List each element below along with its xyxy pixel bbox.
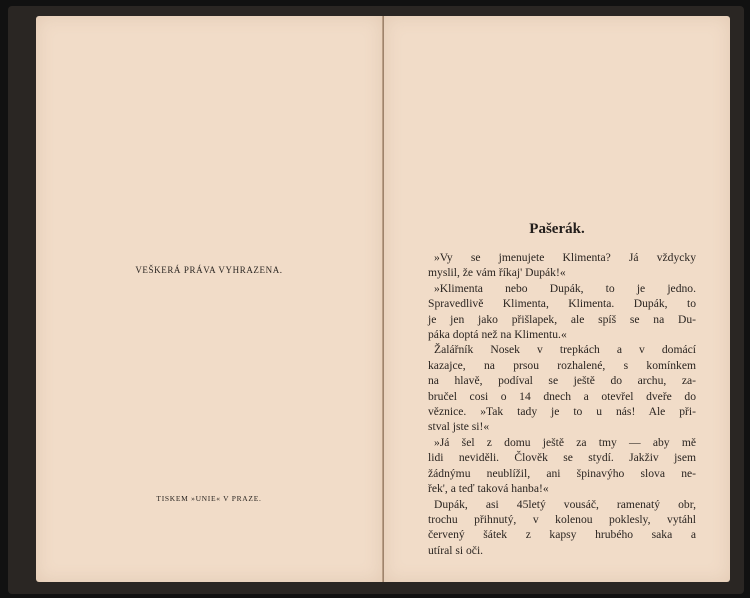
printer-line: TISKEM »UNIE« V PRAZE. xyxy=(156,494,262,503)
text-line: páka doptá než na Klimentu.« xyxy=(428,328,567,342)
left-page xyxy=(36,16,382,582)
text-line: myslil, že vám říkaj' Dupák!« xyxy=(428,266,566,280)
text-line: utíral si oči. xyxy=(428,543,484,557)
text-line: »Klimenta nebo Dupák, to je jedno. xyxy=(434,281,696,295)
book xyxy=(8,6,744,594)
text-line: řek', a teď taková hanba!« xyxy=(428,482,549,496)
text-line: Dupák, asi 45letý vousáč, ramenatý obr, xyxy=(434,497,696,511)
text-line: žádnýmu neublížil, ani špinavýho slova ne- xyxy=(428,466,696,480)
chapter-title: Pašerák. xyxy=(529,221,585,237)
text-line: kazajce, na prsou rozhalené, s komínkem xyxy=(428,358,696,372)
text-line: na hlavě, podíval se ještě do archu, za- xyxy=(428,374,696,388)
text-line: trochu přihnutý, v kolenou poklesly, vytáhl xyxy=(428,512,696,526)
text-line: je jen jako přišlapek, ale spíš se na Du- xyxy=(428,312,696,326)
text-line: červený šátek z kapsy hrubého saka a xyxy=(428,528,696,542)
text-line: lidi neviděli. Člověk se stydí. Jakživ jsem xyxy=(428,451,696,465)
text-line: stval jste si!« xyxy=(428,420,490,434)
text-line: »Vy se jmenujete Klimenta? Já vždycky xyxy=(434,251,696,264)
rights-notice: VEŠKERÁ PRÁVA VYHRAZENA. xyxy=(135,265,283,275)
right-page xyxy=(384,16,730,582)
text-line: věznice. »Tak tady je to u nás! Ale při- xyxy=(428,405,696,419)
text-line: »Já šel z domu ještě za tmy — aby mě xyxy=(434,435,696,449)
text-line: Spravedlivě Klimenta, Klimenta. Dupák, to xyxy=(428,297,696,311)
text-line: Žalářník Nosek v trepkách a v domácí xyxy=(434,343,696,357)
body-text xyxy=(428,250,696,558)
text-line: bručel cosi o 14 dnech a otevřel dveře do xyxy=(428,389,696,403)
